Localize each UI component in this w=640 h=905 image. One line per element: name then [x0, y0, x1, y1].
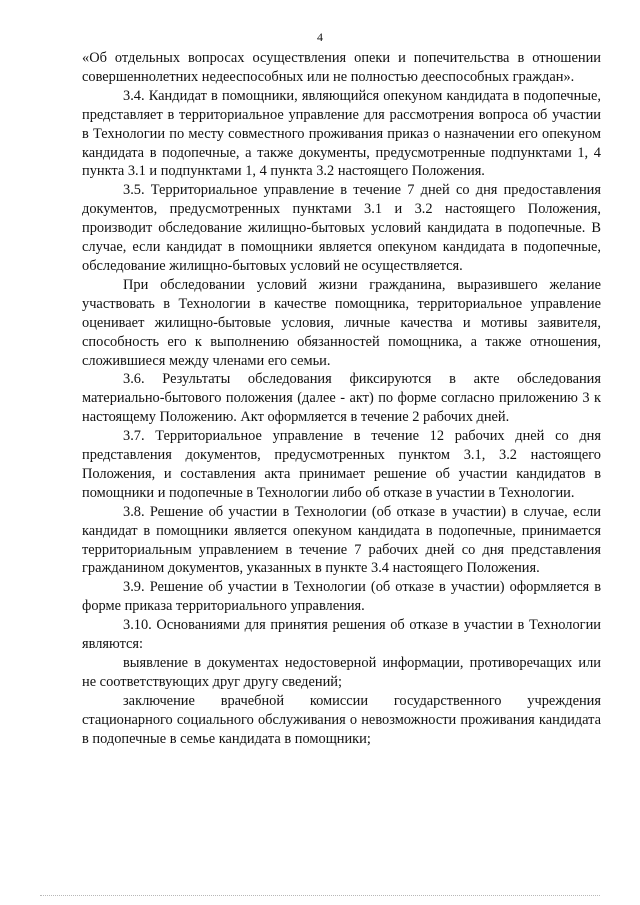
paragraph-3-5: 3.5. Территориальное управление в течение 7 дней со дня предоставления документов, предусмотренных пунктами 3.1 и 3.2 настоящего Положения, производит обследование жилищно-бытовых условий кандидата в подопечные. В случае, если кандидат в помощники является опекуном кандидата в подопечные, обследование жилищно-бытовых условий не осуществляется.: [82, 182, 601, 274]
paragraph-refusal-reason-2: заключение врачебной комиссии государственного учреждения стационарного социального обслуживания о невозможности проживания кандидата в подопечные в семье кандидата в помощники;: [82, 692, 601, 747]
paragraph-3-10: 3.10. Основаниями для принятия решения об отказе в участии в Технологии являются:: [82, 617, 601, 653]
paragraph-refusal-reason-1: выявление в документах недостоверной информации, противоречащих или не соответствующих друг другу сведений;: [82, 655, 601, 690]
paragraph-3-7: 3.7. Территориальное управление в течение 12 рабочих дней со дня представления документов, предусмотренных пунктом 3.1, 3.2 настоящего Положения, и составления акта принимает решение об участии кандидатов в помощники и подопечные в Технологии либо об отказе в участии в Технологии.: [82, 428, 601, 501]
paragraph-inspection: При обследовании условий жизни гражданина, выразившего желание участвовать в Технологии в качестве помощника, территориальное управление оценивает жилищно-бытовые условия, личные качества и мотивы заявителя, способность его к выполнению обязанностей помощника, а также отношения, сложившиеся между членами его семьи.: [82, 276, 601, 369]
paragraph-3-4: 3.4. Кандидат в помощники, являющийся опекуном кандидата в подопечные, представляет в территориальное управление для рассмотрения вопроса об участии в Технологии по месту совместного проживания приказ о назначении его опекуном кандидата в подопечные, а также документы, предусмотренные подпунктами 1, 4 пункта 3.1 и подпунктами 1, 4 пункта 3.2 настоящего Положения.: [82, 87, 601, 180]
paragraph-3-8: 3.8. Решение об участии в Технологии (об отказе в участии) в случае, если кандидат в помощники является опекуном кандидата в подопечные, принимается территориальным управлением в течение 7 рабочих дней со дня представления гражданином документов, указанных в пункте 3.4 настоящего Положения.: [82, 503, 601, 577]
paragraph-continuation: «Об отдельных вопросах осуществления опеки и попечительства в отношении совершеннолетних недееспособных или не полностью дееспособных граждан».: [82, 50, 601, 85]
paragraph-3-9: 3.9. Решение об участии в Технологии (об отказе в участии) оформляется в форме приказа территориального управления.: [82, 579, 601, 615]
page-number: 4: [317, 30, 323, 44]
paragraph-3-6: 3.6. Результаты обследования фиксируются в акте обследования материально-бытового положения (далее - акт) по форме согласно приложению 3 к настоящему Положению. Акт оформляется в течение 2 рабочих дней.: [82, 371, 601, 426]
document-body: [82, 49, 601, 749]
page-bottom-rule: [40, 895, 600, 896]
